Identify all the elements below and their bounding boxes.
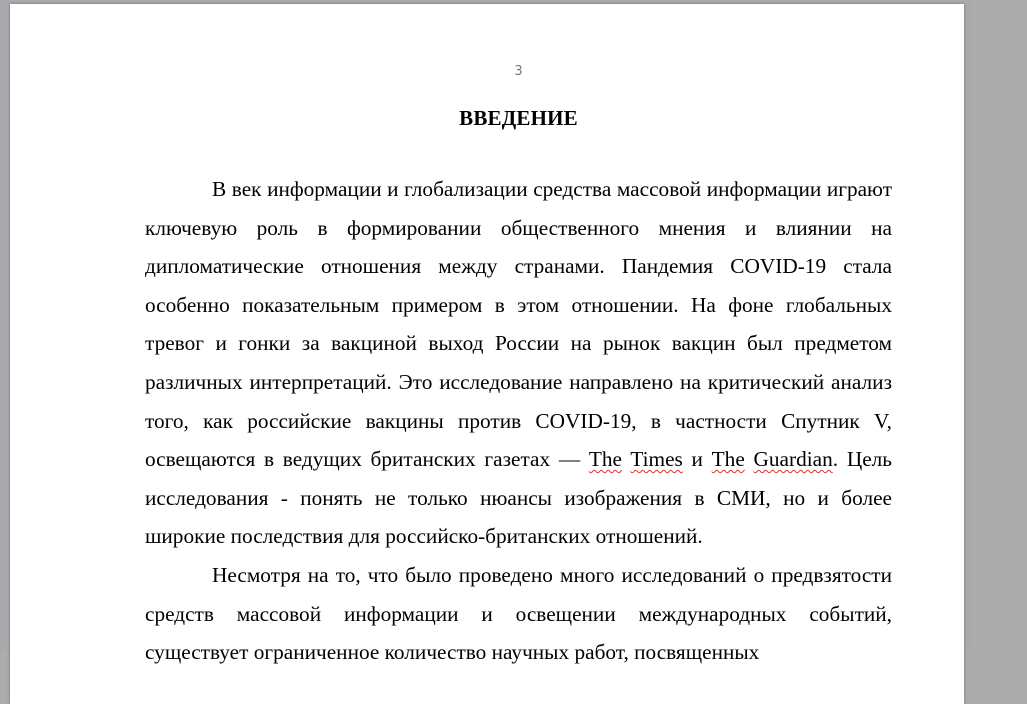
- page-heading: ВВЕДЕНИЕ: [459, 106, 578, 130]
- page-number: 3: [514, 64, 523, 79]
- spellcheck-flagged-word[interactable]: The: [711, 447, 745, 472]
- spellcheck-flagged-word[interactable]: Times: [630, 447, 683, 472]
- paragraph-2[interactable]: [145, 556, 892, 672]
- text-run: [745, 447, 754, 471]
- spellcheck-flagged-word[interactable]: The: [588, 447, 622, 472]
- text-run: . Цель исследования - понять не только нюансы изображения в СМИ, но и более широкие последствия для российско-британских отношений.: [145, 447, 892, 549]
- document-body[interactable]: [145, 170, 892, 672]
- document-page[interactable]: [10, 4, 964, 704]
- text-run: В век информации и глобализации средства массовой информации играют ключевую роль в формировании общественного мнения и влиянии на дипломатические отношения между странами. Пандемия COVID-19 стала особенно показательным примером в этом отношении. На фоне глобальных тревог и гонки за вакциной выход России на рынок вакцин был предметом различных интерпретаций. Это исследование направлено на критический анализ того, как российские вакцины против COVID-19, в частности Спутник V, освещаются в ведущих британских газетах —: [145, 177, 892, 472]
- spellcheck-flagged-word[interactable]: Guardian: [753, 447, 833, 472]
- paragraph-1[interactable]: [145, 170, 892, 556]
- text-run: и: [682, 447, 712, 472]
- text-run: Несмотря на то, что было проведено много исследований о предвзятости средств массовой информации и освещении международных событий, существует ограниченное количество научных работ, посвященных: [145, 562, 892, 665]
